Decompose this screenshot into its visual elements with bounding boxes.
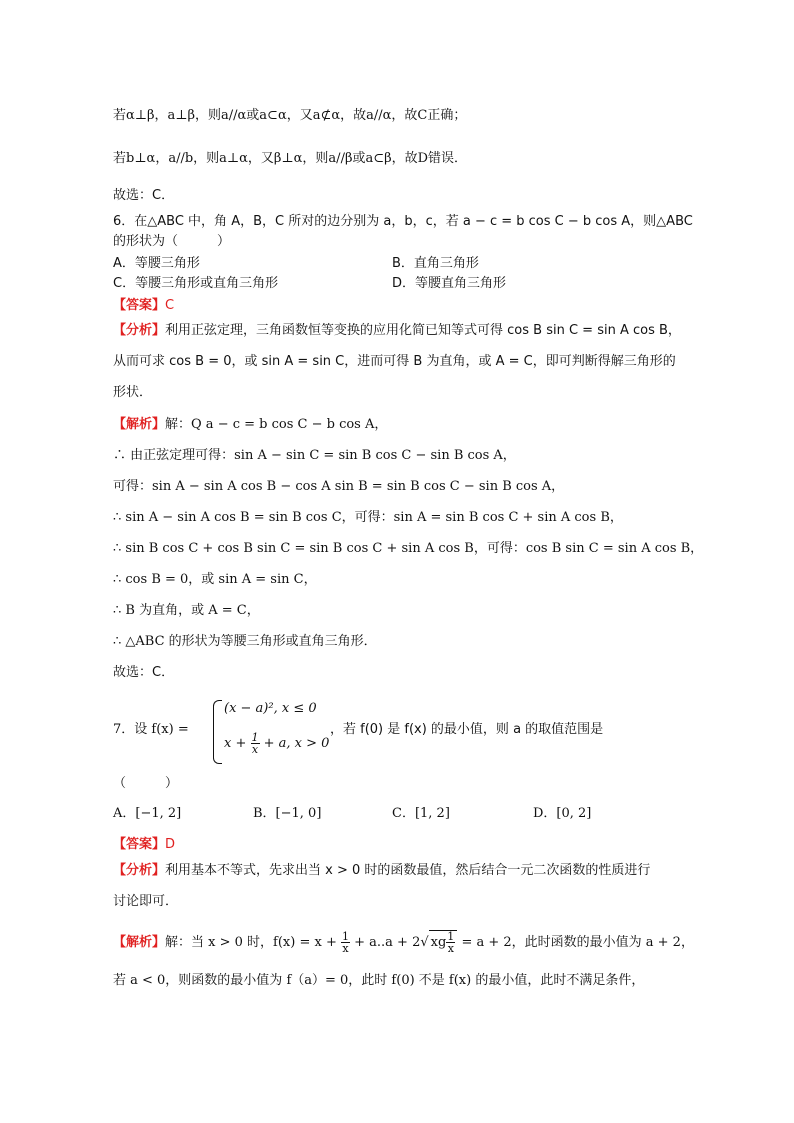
prev-option-d-text: 若b⊥α，a//b，则a⊥α，又β⊥α，则a//β或a⊂β，故D错误． [113,151,468,166]
analysis-text: 利用正弦定理，三角函数恒等变换的应用化简已知等式可得 cos B sin C = sin A cos B， [165,323,681,338]
q7-option-d: D．[0, 2] [533,806,592,821]
radicand-text: xg [430,935,447,950]
fraction-denominator: x [251,743,259,756]
case2-post: + a, x > 0 [263,736,330,751]
q6-solution-line8: ∴ △ABC 的形状为等腰三角形或直角三角形． [113,634,377,649]
q7-solution-line1 [113,930,694,954]
fraction-numerator: 1 [447,930,455,943]
solution-tag: 【解析】 [113,417,166,432]
fraction-numerator: 1 [341,930,349,943]
case2-pre: x + [224,736,247,751]
q6-answer [113,297,174,315]
q7-case2 [224,732,329,755]
q6-stem-line1: 6．在△ABC 中，角 A，B，C 所对的边分别为 a，b，c，若 a − c = b cos C − b cos A，则△ABC [113,214,693,229]
sqrt-sign: √ [420,935,429,950]
q7-solution-line2: 若 a < 0，则函数的最小值为 f（a）= 0，此时 f(0) 不是 f(x) 的最小值，此时不满足条件， [113,973,645,988]
fraction-1-over-x [251,732,260,755]
q6-solution-line7: ∴ B 为直角，或 A = C， [113,603,260,618]
solution-tag: 【解析】 [113,935,166,950]
solution-mid: + a..a + 2 [354,935,421,950]
solution-text: 解：Q a − c = b cos C − b cos A， [165,417,388,432]
q7-answer [113,836,175,854]
q6-stem-line2: 的形状为（ ） [113,234,231,249]
piecewise-brace [213,700,222,764]
q6-solution-line6: ∴ cos B = 0，或 sin A = sin C， [113,572,317,587]
analysis-text: 利用基本不等式，先求出当 x > 0 时的函数最值，然后结合一元二次函数的性质进行 [165,863,651,878]
q6-choice: 故选：C． [113,665,175,680]
solution-post: = a + 2，此时函数的最小值为 a + 2， [461,935,694,950]
q6-option-d: D．等腰直角三角形 [392,276,507,291]
answer-value: D [165,837,176,852]
q7-paren: （ ） [113,776,179,791]
q7-option-a: A．[−1, 2] [113,806,182,821]
q6-option-b: B．直角三角形 [392,256,479,271]
q7-analysis-line1 [113,862,650,880]
q6-solution-line5: ∴ sin B cos C + cos B sin C = sin B cos C + sin A cos B，可得：cos B sin C = sin A cos B， [113,541,704,556]
q7-analysis-line2: 讨论即可． [113,894,179,909]
q6-analysis-line1 [113,322,681,340]
answer-tag: 【答案】 [113,837,166,852]
fraction-1-over-x [341,931,350,954]
answer-tag: 【答案】 [113,298,166,313]
q6-solution-line1 [113,416,387,434]
q7-case1: (x − a)², x ≤ 0 [224,701,317,716]
q6-solution-line4: ∴ sin A − sin A cos B = sin B cos C，可得：sin A = sin B cos C + sin A cos B， [113,510,623,525]
q7-option-b: B．[−1, 0] [253,806,322,821]
q6-analysis-line2: 从而可求 cos B = 0，或 sin A = sin C，进而可得 B 为直角，或 A = C，即可判断得解三角形的 [113,354,676,369]
fraction-1-over-x [446,931,455,954]
fraction-denominator: x [447,942,454,955]
analysis-tag: 【分析】 [113,863,166,878]
answer-value: C [165,298,175,313]
sqrt-radicand [429,930,458,954]
analysis-tag: 【分析】 [113,323,166,338]
prev-option-c-text: 若α⊥β，a⊥β，则a//α或a⊂α，又a⊄α，故a//α，故C正确； [113,108,467,123]
solution-pre: 解：当 x > 0 时，f(x) = x + [165,935,337,950]
q7-lead: 7．设 f(x) = [113,722,189,737]
q6-solution-line2: ∴ 由正弦定理可得：sin A − sin C = sin B cos C − sin B cos A， [113,448,516,463]
fraction-numerator: 1 [251,731,259,744]
prev-choice: 故选：C． [113,188,175,203]
q6-solution-line3: 可得：sin A − sin A cos B − cos A sin B = sin B cos C − sin B cos A， [113,479,565,494]
q7-stem-tail: ，若 f(0) 是 f(x) 的最小值，则 a 的取值范围是 [330,722,604,737]
q6-analysis-line3: 形状． [113,385,153,400]
fraction-denominator: x [342,942,349,955]
q7-option-c: C．[1, 2] [392,806,450,821]
q6-option-a: A．等腰三角形 [113,256,200,271]
q6-option-c: C．等腰三角形或直角三角形 [113,276,279,291]
